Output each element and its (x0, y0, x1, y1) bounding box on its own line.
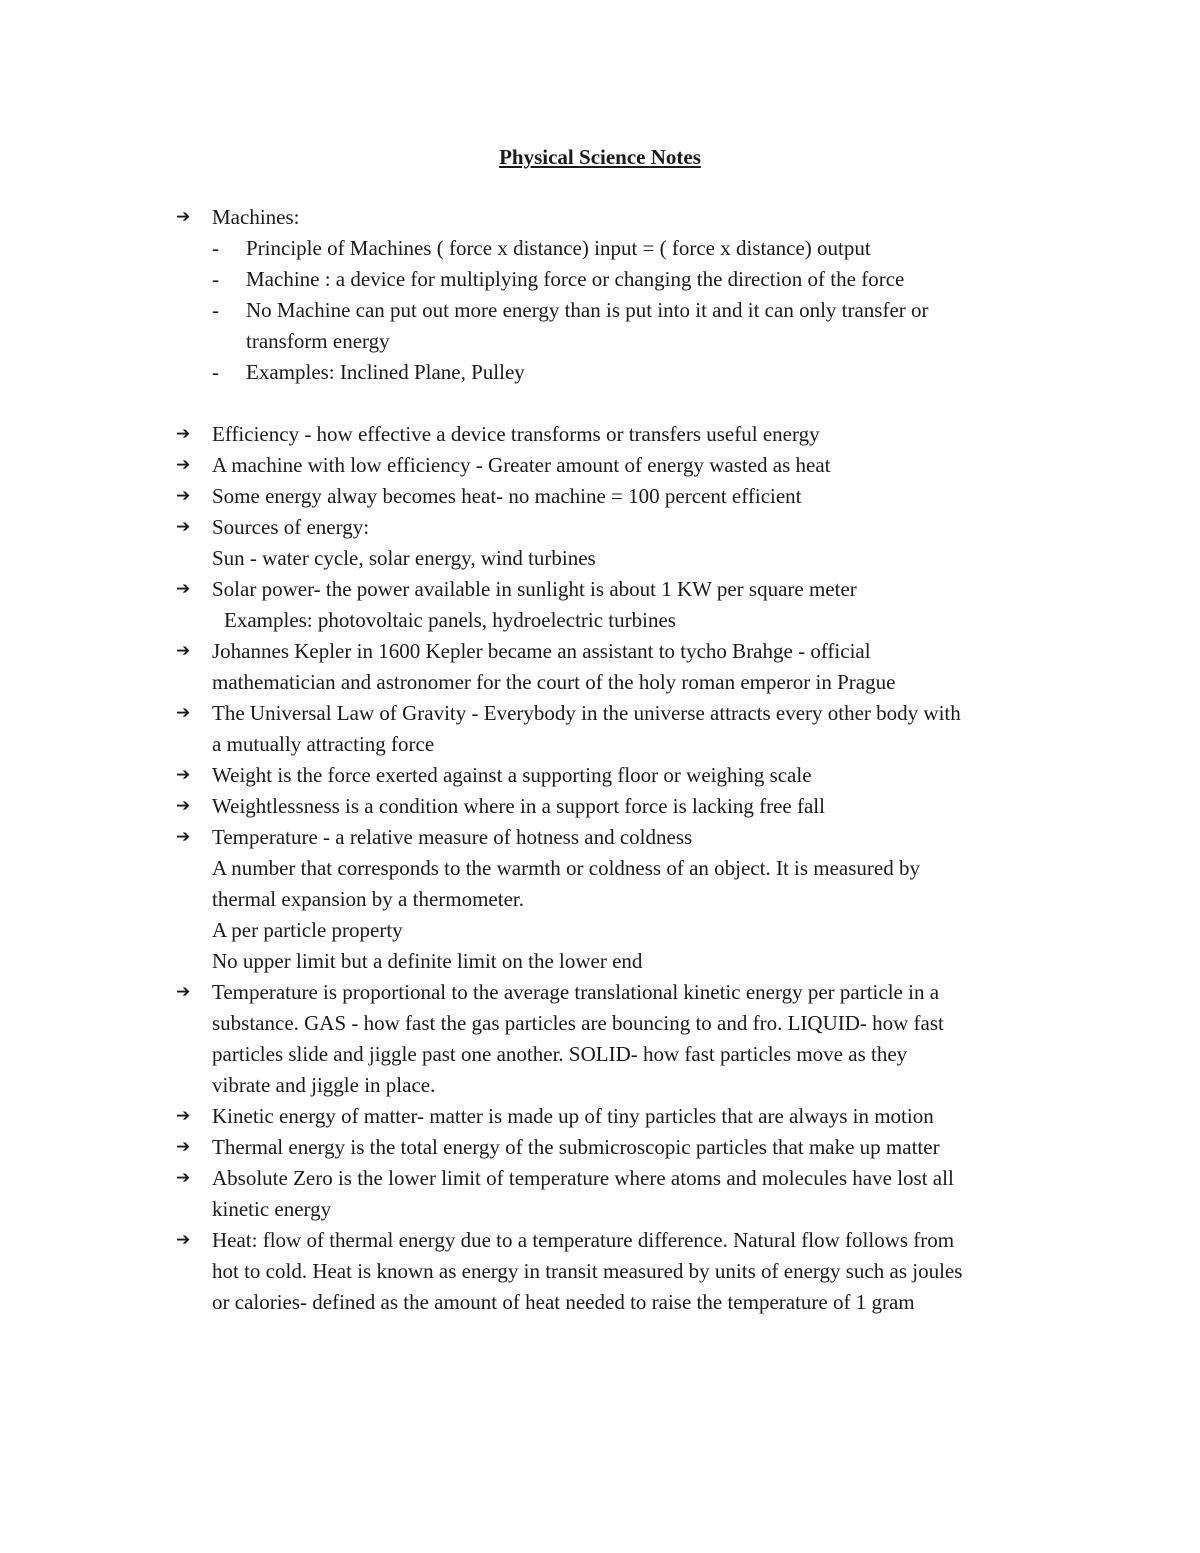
note-text: Machines: (212, 205, 300, 229)
text-line: The Universal Law of Gravity - Everybody in the universe attracts every other body with (212, 701, 961, 725)
text-line: Weightlessness is a condition where in a support force is lacking free fall (212, 794, 825, 818)
note-item (176, 1132, 1076, 1163)
note-text (212, 1163, 1076, 1225)
note-text (212, 512, 1076, 574)
text-line: thermal expansion by a thermometer. (212, 887, 524, 911)
dash-bullet: - (212, 267, 219, 291)
text-line: Kinetic energy of matter- matter is made up of tiny particles that are always in motion (212, 1104, 934, 1128)
blank-line (176, 388, 1076, 419)
note-item (176, 1225, 1076, 1318)
text-line: Weight is the force exerted against a supporting floor or weighing scale (212, 763, 812, 787)
machines-subitem (212, 357, 1076, 388)
note-text (212, 698, 1076, 760)
text-line: a mutually attracting force (212, 732, 435, 756)
text-line: A per particle property (212, 918, 403, 942)
note-text (212, 636, 1076, 698)
document-title: Physical Science Notes (499, 145, 701, 169)
text-line: No upper limit but a definite limit on the lower end (212, 949, 643, 973)
note-text (212, 1132, 1076, 1163)
arrow-bullet-icon: ➔ (176, 424, 191, 444)
machines-subitem (212, 233, 1076, 264)
subitem-text (246, 264, 1076, 295)
text-line: Machine : a device for multiplying force or changing the direction of the force (246, 267, 905, 291)
arrow-bullet-icon: ➔ (176, 703, 191, 723)
text-line: hot to cold. Heat is known as energy in transit measured by units of energy such as joules (212, 1259, 963, 1283)
text-line: Absolute Zero is the lower limit of temperature where atoms and molecules have lost all (212, 1166, 954, 1190)
indented-line: Examples: photovoltaic panels, hydroelectric turbines (224, 608, 676, 632)
note-text (212, 977, 1076, 1101)
notes-list (176, 202, 1076, 1318)
text-line: Efficiency - how effective a device transforms or transfers useful energy (212, 422, 820, 446)
text-line: Principle of Machines ( force x distance) input = ( force x distance) output (246, 236, 871, 260)
text-line: Examples: Inclined Plane, Pulley (246, 360, 525, 384)
note-text (212, 419, 1076, 450)
dash-bullet: - (212, 298, 219, 322)
note-item (176, 636, 1076, 698)
note-item (176, 512, 1076, 574)
arrow-bullet-icon: ➔ (176, 641, 191, 661)
text-line: transform energy (246, 329, 390, 353)
arrow-bullet-icon: ➔ (176, 207, 191, 227)
note-item (176, 1163, 1076, 1225)
note-text (212, 574, 1076, 636)
text-line: mathematician and astronomer for the court of the holy roman emperor in Prague (212, 670, 896, 694)
subitem-text (246, 233, 1076, 264)
text-line: Johannes Kepler in 1600 Kepler became an assistant to tycho Brahge - official (212, 639, 871, 663)
dash-bullet: - (212, 236, 219, 260)
arrow-bullet-icon: ➔ (176, 517, 191, 537)
arrow-bullet-icon: ➔ (176, 1168, 191, 1188)
text-line: No Machine can put out more energy than is put into it and it can only transfer or (246, 298, 929, 322)
text-line: Temperature - a relative measure of hotness and coldness (212, 825, 693, 849)
text-line: Heat: flow of thermal energy due to a temperature difference. Natural flow follows from (212, 1228, 955, 1252)
note-item-machines (176, 202, 1076, 388)
subitem-text (246, 295, 1076, 357)
machines-sublist (176, 233, 1076, 388)
text-line: Solar power- the power available in sunlight is about 1 KW per square meter (212, 577, 857, 601)
machines-subitem (212, 295, 1076, 357)
text-line: particles slide and jiggle past one another. SOLID- how fast particles move as they (212, 1042, 908, 1066)
arrow-bullet-icon: ➔ (176, 765, 191, 785)
note-item (176, 791, 1076, 822)
text-line: Thermal energy is the total energy of the submicroscopic particles that make up matter (212, 1135, 940, 1159)
text-line: A number that corresponds to the warmth or coldness of an object. It is measured by (212, 856, 920, 880)
note-item (176, 977, 1076, 1101)
text-line: A machine with low efficiency - Greater amount of energy wasted as heat (212, 453, 831, 477)
note-text (212, 481, 1076, 512)
arrow-bullet-icon: ➔ (176, 579, 191, 599)
note-item (176, 481, 1076, 512)
subitem-text (246, 357, 1076, 388)
note-item (176, 822, 1076, 977)
arrow-bullet-icon: ➔ (176, 1230, 191, 1250)
text-line: Temperature is proportional to the average translational kinetic energy per particle in a (212, 980, 940, 1004)
text-line: Sun - water cycle, solar energy, wind turbines (212, 546, 596, 570)
note-text (212, 1225, 1076, 1318)
note-text (212, 1101, 1076, 1132)
text-line: kinetic energy (212, 1197, 332, 1221)
note-item (176, 574, 1076, 636)
arrow-bullet-icon: ➔ (176, 982, 191, 1002)
arrow-bullet-icon: ➔ (176, 827, 191, 847)
note-item (176, 1101, 1076, 1132)
arrow-bullet-icon: ➔ (176, 486, 191, 506)
note-item (176, 419, 1076, 450)
arrow-bullet-icon: ➔ (176, 455, 191, 475)
text-line: Some energy alway becomes heat- no machine = 100 percent efficient (212, 484, 802, 508)
arrow-bullet-icon: ➔ (176, 1106, 191, 1126)
note-item (176, 450, 1076, 481)
note-text (212, 791, 1076, 822)
text-line: vibrate and jiggle in place. (212, 1073, 436, 1097)
arrow-bullet-icon: ➔ (176, 796, 191, 816)
note-text (212, 450, 1076, 481)
note-text (212, 760, 1076, 791)
text-line: or calories- defined as the amount of heat needed to raise the temperature of 1 gram (212, 1290, 915, 1314)
machines-subitem (212, 264, 1076, 295)
arrow-bullet-icon: ➔ (176, 1137, 191, 1157)
text-line: substance. GAS - how fast the gas particles are bouncing to and fro. LIQUID- how fast (212, 1011, 944, 1035)
note-item (176, 760, 1076, 791)
text-line: Sources of energy: (212, 515, 370, 539)
note-item (176, 698, 1076, 760)
note-text (212, 822, 1076, 977)
dash-bullet: - (212, 360, 219, 384)
